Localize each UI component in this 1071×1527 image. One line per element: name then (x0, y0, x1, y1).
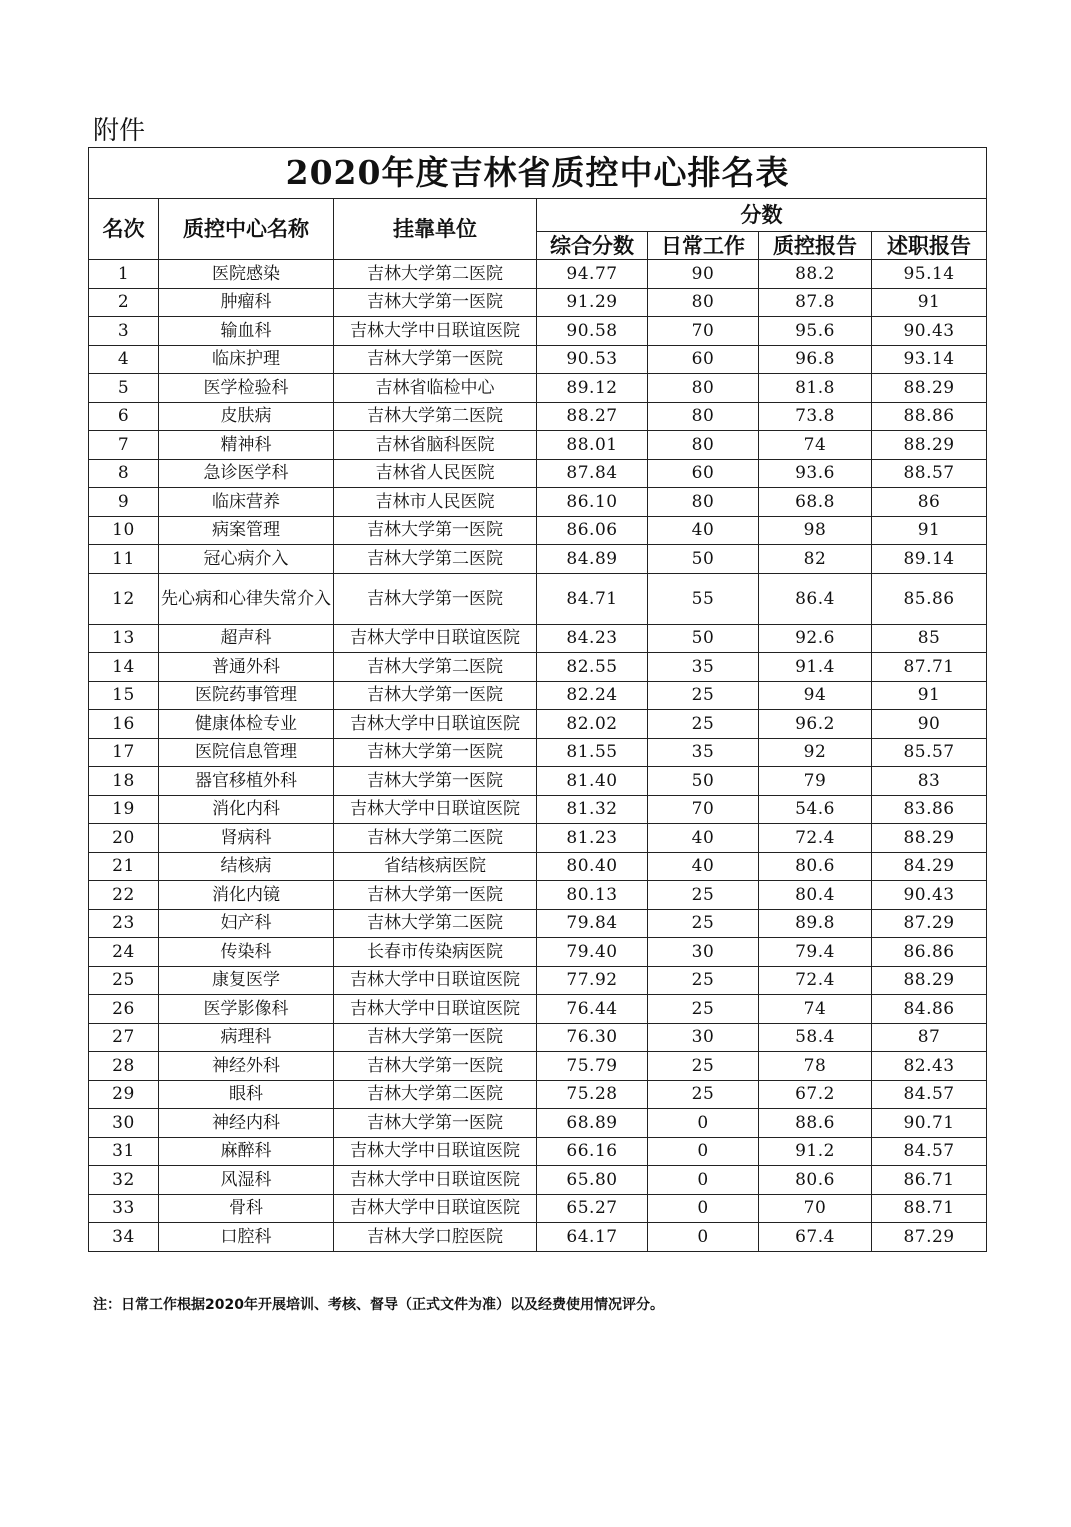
cell-duty-report: 84.57 (872, 1137, 987, 1166)
cell-qc-report: 98 (759, 516, 872, 545)
cell-rank: 32 (89, 1166, 159, 1195)
cell-duty-report: 88.29 (872, 374, 987, 403)
cell-unit: 吉林大学中日联谊医院 (334, 710, 537, 739)
table-row (89, 402, 987, 431)
cell-qc-report: 67.4 (759, 1223, 872, 1252)
table-row (89, 1052, 987, 1081)
cell-daily-work: 40 (648, 516, 759, 545)
cell-center-name: 病案管理 (159, 516, 334, 545)
cell-qc-report: 91.2 (759, 1137, 872, 1166)
cell-qc-report: 94 (759, 681, 872, 710)
cell-rank: 19 (89, 795, 159, 824)
cell-center-name: 肾病科 (159, 824, 334, 853)
cell-duty-report: 87 (872, 1023, 987, 1052)
cell-center-name: 结核病 (159, 852, 334, 881)
table-row (89, 681, 987, 710)
cell-total: 90.53 (537, 345, 648, 374)
cell-qc-report: 74 (759, 995, 872, 1024)
cell-qc-report: 96.2 (759, 710, 872, 739)
cell-center-name: 急诊医学科 (159, 459, 334, 488)
cell-unit: 吉林大学第一医院 (334, 767, 537, 796)
header-scores-group: 分数 (537, 199, 987, 232)
cell-unit: 吉林大学中日联谊医院 (334, 966, 537, 995)
cell-daily-work: 0 (648, 1109, 759, 1138)
cell-duty-report: 91 (872, 288, 987, 317)
cell-total: 76.44 (537, 995, 648, 1024)
cell-qc-report: 92.6 (759, 624, 872, 653)
cell-qc-report: 79 (759, 767, 872, 796)
cell-daily-work: 60 (648, 459, 759, 488)
cell-total: 86.06 (537, 516, 648, 545)
cell-qc-report: 79.4 (759, 938, 872, 967)
cell-unit: 吉林省人民医院 (334, 459, 537, 488)
cell-duty-report: 91 (872, 516, 987, 545)
cell-qc-report: 58.4 (759, 1023, 872, 1052)
cell-center-name: 消化内镜 (159, 881, 334, 910)
cell-daily-work: 25 (648, 1052, 759, 1081)
cell-daily-work: 25 (648, 995, 759, 1024)
header-row-1 (89, 199, 987, 232)
cell-rank: 22 (89, 881, 159, 910)
cell-unit: 吉林大学中日联谊医院 (334, 317, 537, 346)
cell-duty-report: 86.71 (872, 1166, 987, 1195)
cell-center-name: 病理科 (159, 1023, 334, 1052)
table-row (89, 516, 987, 545)
cell-total: 84.23 (537, 624, 648, 653)
cell-daily-work: 30 (648, 938, 759, 967)
header-total: 综合分数 (537, 232, 648, 260)
cell-duty-report: 88.57 (872, 459, 987, 488)
cell-duty-report: 84.29 (872, 852, 987, 881)
cell-center-name: 皮肤病 (159, 402, 334, 431)
cell-center-name: 肿瘤科 (159, 288, 334, 317)
cell-center-name: 麻醉科 (159, 1137, 334, 1166)
cell-rank: 1 (89, 260, 159, 289)
cell-total: 88.01 (537, 431, 648, 460)
cell-center-name: 神经外科 (159, 1052, 334, 1081)
cell-center-name: 妇产科 (159, 909, 334, 938)
cell-unit: 吉林大学口腔医院 (334, 1223, 537, 1252)
cell-daily-work: 35 (648, 738, 759, 767)
cell-center-name: 医院感染 (159, 260, 334, 289)
cell-total: 84.89 (537, 545, 648, 574)
cell-daily-work: 0 (648, 1166, 759, 1195)
cell-rank: 28 (89, 1052, 159, 1081)
cell-total: 94.77 (537, 260, 648, 289)
cell-rank: 13 (89, 624, 159, 653)
cell-center-name: 医院药事管理 (159, 681, 334, 710)
cell-unit: 吉林大学第一医院 (334, 573, 537, 624)
cell-qc-report: 88.2 (759, 260, 872, 289)
cell-qc-report: 96.8 (759, 345, 872, 374)
cell-center-name: 临床营养 (159, 488, 334, 517)
cell-center-name: 医学影像科 (159, 995, 334, 1024)
table-row (89, 345, 987, 374)
footnote: 注：日常工作根据2020年开展培训、考核、督导（正式文件为准）以及经费使用情况评分。 (93, 1297, 664, 1313)
table-row (89, 1109, 987, 1138)
table-row (89, 938, 987, 967)
cell-center-name: 传染科 (159, 938, 334, 967)
cell-unit: 吉林大学第一医院 (334, 1052, 537, 1081)
cell-daily-work: 70 (648, 317, 759, 346)
cell-center-name: 神经内科 (159, 1109, 334, 1138)
cell-center-name: 器官移植外科 (159, 767, 334, 796)
cell-qc-report: 80.6 (759, 1166, 872, 1195)
cell-rank: 24 (89, 938, 159, 967)
cell-rank: 30 (89, 1109, 159, 1138)
table-row (89, 653, 987, 682)
cell-rank: 10 (89, 516, 159, 545)
cell-unit: 吉林大学中日联谊医院 (334, 624, 537, 653)
cell-center-name: 临床护理 (159, 345, 334, 374)
cell-duty-report: 83.86 (872, 795, 987, 824)
cell-qc-report: 80.4 (759, 881, 872, 910)
cell-qc-report: 89.8 (759, 909, 872, 938)
cell-rank: 27 (89, 1023, 159, 1052)
cell-total: 87.84 (537, 459, 648, 488)
cell-unit: 吉林大学第二医院 (334, 260, 537, 289)
cell-rank: 25 (89, 966, 159, 995)
cell-duty-report: 90.43 (872, 317, 987, 346)
cell-duty-report: 88.29 (872, 824, 987, 853)
cell-qc-report: 74 (759, 431, 872, 460)
cell-total: 80.40 (537, 852, 648, 881)
table-row (89, 1194, 987, 1223)
table-row (89, 1223, 987, 1252)
table-row (89, 795, 987, 824)
cell-rank: 17 (89, 738, 159, 767)
cell-unit: 吉林大学第一医院 (334, 345, 537, 374)
cell-rank: 26 (89, 995, 159, 1024)
cell-duty-report: 82.43 (872, 1052, 987, 1081)
cell-total: 81.55 (537, 738, 648, 767)
cell-rank: 6 (89, 402, 159, 431)
cell-duty-report: 87.71 (872, 653, 987, 682)
cell-daily-work: 0 (648, 1223, 759, 1252)
table-row (89, 1137, 987, 1166)
cell-rank: 3 (89, 317, 159, 346)
table-row (89, 573, 987, 624)
cell-center-name: 冠心病介入 (159, 545, 334, 574)
cell-unit: 吉林大学中日联谊医院 (334, 1194, 537, 1223)
cell-total: 82.02 (537, 710, 648, 739)
header-duty-report: 述职报告 (872, 232, 987, 260)
cell-daily-work: 80 (648, 488, 759, 517)
cell-qc-report: 67.2 (759, 1080, 872, 1109)
cell-total: 88.27 (537, 402, 648, 431)
cell-qc-report: 82 (759, 545, 872, 574)
cell-rank: 31 (89, 1137, 159, 1166)
cell-duty-report: 85.86 (872, 573, 987, 624)
cell-duty-report: 88.29 (872, 966, 987, 995)
cell-unit: 吉林大学第一医院 (334, 1109, 537, 1138)
header-center-name: 质控中心名称 (159, 199, 334, 260)
cell-center-name: 医学检验科 (159, 374, 334, 403)
cell-total: 65.27 (537, 1194, 648, 1223)
header-unit: 挂靠单位 (334, 199, 537, 260)
table-row (89, 288, 987, 317)
cell-qc-report: 93.6 (759, 459, 872, 488)
cell-rank: 34 (89, 1223, 159, 1252)
cell-duty-report: 85.57 (872, 738, 987, 767)
cell-center-name: 健康体检专业 (159, 710, 334, 739)
table-row (89, 1080, 987, 1109)
cell-rank: 9 (89, 488, 159, 517)
cell-total: 82.55 (537, 653, 648, 682)
table-row (89, 431, 987, 460)
cell-unit: 吉林大学第二医院 (334, 402, 537, 431)
cell-total: 66.16 (537, 1137, 648, 1166)
cell-unit: 吉林大学第二医院 (334, 909, 537, 938)
cell-rank: 14 (89, 653, 159, 682)
cell-qc-report: 86.4 (759, 573, 872, 624)
table-row (89, 966, 987, 995)
cell-unit: 吉林省临检中心 (334, 374, 537, 403)
table-row (89, 767, 987, 796)
cell-duty-report: 85 (872, 624, 987, 653)
cell-daily-work: 0 (648, 1137, 759, 1166)
cell-total: 89.12 (537, 374, 648, 403)
cell-duty-report: 93.14 (872, 345, 987, 374)
cell-unit: 吉林大学第一医院 (334, 516, 537, 545)
table-row (89, 1023, 987, 1052)
cell-center-name: 医院信息管理 (159, 738, 334, 767)
cell-center-name: 消化内科 (159, 795, 334, 824)
cell-total: 82.24 (537, 681, 648, 710)
cell-daily-work: 55 (648, 573, 759, 624)
cell-qc-report: 54.6 (759, 795, 872, 824)
cell-daily-work: 35 (648, 653, 759, 682)
cell-center-name: 骨科 (159, 1194, 334, 1223)
cell-total: 64.17 (537, 1223, 648, 1252)
table-row (89, 1166, 987, 1195)
table-row (89, 738, 987, 767)
cell-daily-work: 40 (648, 852, 759, 881)
table-row (89, 317, 987, 346)
table-row (89, 260, 987, 289)
cell-unit: 吉林大学第一医院 (334, 681, 537, 710)
cell-duty-report: 84.57 (872, 1080, 987, 1109)
cell-total: 65.80 (537, 1166, 648, 1195)
cell-daily-work: 90 (648, 260, 759, 289)
cell-qc-report: 95.6 (759, 317, 872, 346)
table-row (89, 459, 987, 488)
cell-daily-work: 50 (648, 624, 759, 653)
cell-rank: 29 (89, 1080, 159, 1109)
cell-duty-report: 84.86 (872, 995, 987, 1024)
cell-daily-work: 70 (648, 795, 759, 824)
cell-qc-report: 88.6 (759, 1109, 872, 1138)
cell-daily-work: 25 (648, 1080, 759, 1109)
cell-rank: 21 (89, 852, 159, 881)
cell-duty-report: 88.71 (872, 1194, 987, 1223)
cell-daily-work: 25 (648, 710, 759, 739)
cell-duty-report: 90.71 (872, 1109, 987, 1138)
cell-duty-report: 88.86 (872, 402, 987, 431)
cell-center-name: 普通外科 (159, 653, 334, 682)
cell-total: 90.58 (537, 317, 648, 346)
cell-unit: 省结核病医院 (334, 852, 537, 881)
cell-duty-report: 90 (872, 710, 987, 739)
cell-rank: 11 (89, 545, 159, 574)
cell-daily-work: 60 (648, 345, 759, 374)
table-row (89, 995, 987, 1024)
cell-qc-report: 72.4 (759, 824, 872, 853)
table-row (89, 624, 987, 653)
cell-unit: 吉林大学第一医院 (334, 738, 537, 767)
cell-center-name: 眼科 (159, 1080, 334, 1109)
cell-rank: 5 (89, 374, 159, 403)
cell-daily-work: 50 (648, 767, 759, 796)
cell-total: 77.92 (537, 966, 648, 995)
cell-qc-report: 92 (759, 738, 872, 767)
cell-unit: 吉林大学第二医院 (334, 824, 537, 853)
cell-daily-work: 80 (648, 374, 759, 403)
cell-qc-report: 78 (759, 1052, 872, 1081)
cell-duty-report: 86.86 (872, 938, 987, 967)
cell-daily-work: 25 (648, 909, 759, 938)
cell-qc-report: 91.4 (759, 653, 872, 682)
cell-unit: 吉林大学第二医院 (334, 653, 537, 682)
cell-duty-report: 89.14 (872, 545, 987, 574)
cell-unit: 吉林大学第一医院 (334, 1023, 537, 1052)
cell-duty-report: 91 (872, 681, 987, 710)
table-row (89, 374, 987, 403)
cell-center-name: 康复医学 (159, 966, 334, 995)
cell-qc-report: 87.8 (759, 288, 872, 317)
table-title-row (89, 148, 987, 199)
cell-total: 75.28 (537, 1080, 648, 1109)
cell-daily-work: 25 (648, 681, 759, 710)
table-row (89, 824, 987, 853)
table-title: 2020年度吉林省质控中心排名表 (89, 148, 987, 199)
cell-rank: 7 (89, 431, 159, 460)
cell-daily-work: 0 (648, 1194, 759, 1223)
cell-rank: 33 (89, 1194, 159, 1223)
cell-total: 84.71 (537, 573, 648, 624)
table-row (89, 909, 987, 938)
cell-rank: 23 (89, 909, 159, 938)
cell-rank: 4 (89, 345, 159, 374)
cell-unit: 长春市传染病医院 (334, 938, 537, 967)
table-row (89, 710, 987, 739)
header-rank: 名次 (89, 199, 159, 260)
cell-unit: 吉林大学第二医院 (334, 545, 537, 574)
cell-rank: 15 (89, 681, 159, 710)
cell-unit: 吉林大学中日联谊医院 (334, 795, 537, 824)
cell-total: 68.89 (537, 1109, 648, 1138)
cell-rank: 16 (89, 710, 159, 739)
cell-duty-report: 87.29 (872, 1223, 987, 1252)
header-daily-work: 日常工作 (648, 232, 759, 260)
cell-duty-report: 90.43 (872, 881, 987, 910)
table-row (89, 881, 987, 910)
attachment-label: 附件 (93, 116, 146, 146)
cell-center-name: 输血科 (159, 317, 334, 346)
cell-daily-work: 80 (648, 402, 759, 431)
cell-qc-report: 70 (759, 1194, 872, 1223)
cell-qc-report: 81.8 (759, 374, 872, 403)
cell-unit: 吉林大学中日联谊医院 (334, 1137, 537, 1166)
cell-daily-work: 25 (648, 966, 759, 995)
cell-qc-report: 73.8 (759, 402, 872, 431)
table-row (89, 545, 987, 574)
cell-center-name: 精神科 (159, 431, 334, 460)
cell-total: 76.30 (537, 1023, 648, 1052)
cell-rank: 20 (89, 824, 159, 853)
cell-total: 81.23 (537, 824, 648, 853)
cell-duty-report: 88.29 (872, 431, 987, 460)
cell-unit: 吉林大学中日联谊医院 (334, 995, 537, 1024)
cell-qc-report: 80.6 (759, 852, 872, 881)
cell-total: 86.10 (537, 488, 648, 517)
cell-total: 79.40 (537, 938, 648, 967)
cell-unit: 吉林大学第二医院 (334, 1080, 537, 1109)
cell-center-name: 先心病和心律失常介入 (159, 573, 334, 624)
cell-unit: 吉林大学中日联谊医院 (334, 1166, 537, 1195)
cell-rank: 12 (89, 573, 159, 624)
cell-daily-work: 30 (648, 1023, 759, 1052)
cell-total: 80.13 (537, 881, 648, 910)
header-qc-report: 质控报告 (759, 232, 872, 260)
cell-duty-report: 95.14 (872, 260, 987, 289)
cell-daily-work: 80 (648, 431, 759, 460)
cell-daily-work: 25 (648, 881, 759, 910)
cell-total: 79.84 (537, 909, 648, 938)
cell-daily-work: 80 (648, 288, 759, 317)
table-row (89, 852, 987, 881)
cell-duty-report: 87.29 (872, 909, 987, 938)
cell-total: 81.32 (537, 795, 648, 824)
cell-daily-work: 50 (648, 545, 759, 574)
table-row (89, 488, 987, 517)
cell-daily-work: 40 (648, 824, 759, 853)
cell-duty-report: 86 (872, 488, 987, 517)
cell-rank: 8 (89, 459, 159, 488)
cell-qc-report: 68.8 (759, 488, 872, 517)
cell-total: 91.29 (537, 288, 648, 317)
cell-unit: 吉林大学第一医院 (334, 288, 537, 317)
cell-duty-report: 83 (872, 767, 987, 796)
cell-center-name: 风湿科 (159, 1166, 334, 1195)
cell-qc-report: 72.4 (759, 966, 872, 995)
cell-unit: 吉林大学第一医院 (334, 881, 537, 910)
cell-center-name: 口腔科 (159, 1223, 334, 1252)
cell-center-name: 超声科 (159, 624, 334, 653)
cell-unit: 吉林省脑科医院 (334, 431, 537, 460)
cell-rank: 2 (89, 288, 159, 317)
cell-total: 81.40 (537, 767, 648, 796)
cell-total: 75.79 (537, 1052, 648, 1081)
ranking-table (88, 147, 987, 1252)
cell-rank: 18 (89, 767, 159, 796)
cell-unit: 吉林市人民医院 (334, 488, 537, 517)
